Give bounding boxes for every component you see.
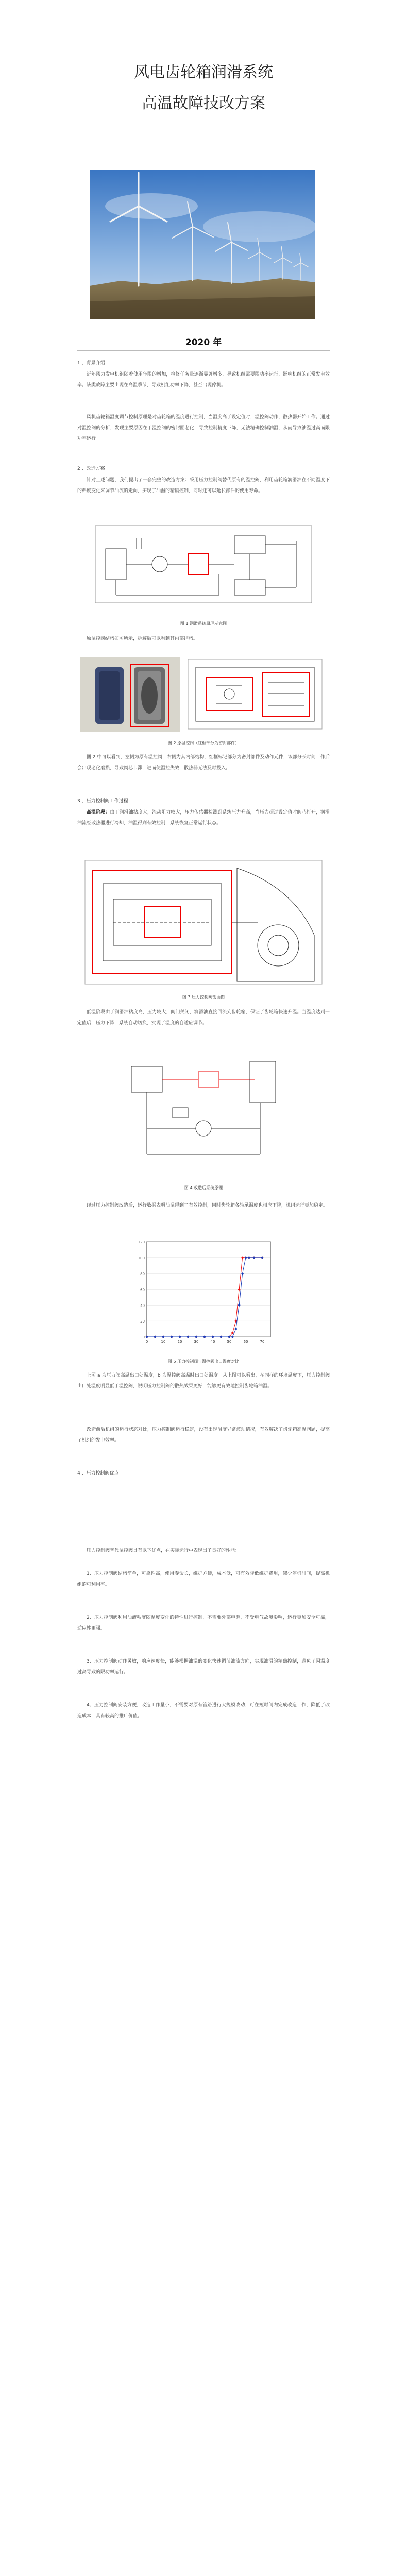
high-temp-label: 高温阶段： xyxy=(87,810,110,815)
thermostat-valve-drawing xyxy=(185,657,325,732)
data-point xyxy=(195,1336,197,1338)
paragraph: 近年风力发电机组随着使用年限的增加，检修任务量逐渐显著增多，导致机组需要限功率运行，影响机组的正常发电效率。该类故障主要出现在高温季节，导致机组功率下降，甚至出现停机。 xyxy=(77,372,330,388)
paragraph xyxy=(77,807,330,829)
modified-system-figure xyxy=(121,1051,289,1177)
x-tick-label: 40 xyxy=(210,1340,215,1344)
x-tick-label: 30 xyxy=(194,1340,199,1344)
x-tick-label: 10 xyxy=(161,1340,166,1344)
y-tick-label: 80 xyxy=(140,1272,145,1276)
paragraph: 4、压力控制阀安装方便，改造工作量小，不需要对原有管路进行大规模改动，可在短时间内完成改造工作，降低了改造成本，具有较高的推广价值。 xyxy=(77,1703,330,1719)
paragraph: 上图 a 为压力阀高温出口处温度，b 为温控阀高温时出口处温度。从上图可以看出，在同样的环境温度下，压力控制阀出口处温度明显低于温控阀，说明压力控制阀的散热效果更好，能够更有效地控制齿轮箱油温。 xyxy=(77,1373,330,1389)
chart-svg xyxy=(126,1234,281,1352)
x-tick-label: 50 xyxy=(227,1340,232,1344)
data-point xyxy=(241,1257,243,1259)
data-point xyxy=(231,1332,233,1334)
page-title-line1: 风电齿轮箱润滑系统 xyxy=(134,63,273,81)
paragraph: 经过压力控制阀改造后，运行数据表明油温得到了有效控制，同时齿轮箱各轴承温度也相应下降，机组运行更加稳定。 xyxy=(87,1203,328,1208)
data-point xyxy=(154,1336,156,1338)
x-tick-label: 70 xyxy=(260,1340,265,1344)
data-point xyxy=(212,1336,214,1338)
figure-caption: 图 1 润滑系统原理示意图 xyxy=(180,621,227,626)
data-point xyxy=(231,1336,233,1338)
paragraph: 图 2 中可以看到，左侧为原有温控阀，右侧为其内部结构，红框标记部分为密封部件及动作元件，该部分长时间工作后会出现老化磨损，导致阀芯卡滞，进而使温控失效，散热器无法及时投入。 xyxy=(77,755,330,771)
series-line xyxy=(147,1258,262,1337)
y-tick-label: 60 xyxy=(140,1287,145,1292)
data-point xyxy=(204,1336,206,1338)
section-heading-4: 4 、压力控制阀优点 xyxy=(77,1471,119,1476)
data-point xyxy=(241,1272,243,1274)
data-point xyxy=(162,1336,164,1338)
data-point xyxy=(171,1336,173,1338)
x-tick-label: 0 xyxy=(145,1340,148,1344)
section-heading-2: 2 、改造方案 xyxy=(77,466,105,471)
data-point xyxy=(179,1336,181,1338)
paragraph-body: 由于润滑油粘度大，流动阻力较大，压力传感器检测到系统压力升高，当压力超过设定值时阀芯打开，润滑油流经散热器进行冷却，油温得到有效控制，系统恢复正常运行状态。 xyxy=(77,810,330,826)
year-heading: 2020 年 xyxy=(185,337,222,348)
divider xyxy=(77,350,330,351)
x-tick-label: 20 xyxy=(177,1340,182,1344)
figure-caption: 图 2 原温控阀（红框部分为密封部件） xyxy=(167,741,240,745)
y-tick-label: 120 xyxy=(138,1240,145,1244)
y-tick-label: 0 xyxy=(142,1335,145,1340)
paragraph: 风机齿轮箱温度调节控制原理是对齿轮箱的温度进行控制，当温度高于设定值时，温控阀动作，散热器开始工作。通过对温控阀的分析，发现主要原因在于温控阀的密封圈老化，导致控制精度下降，无法精确控制油温，从而导致油温过高而限功率运行。 xyxy=(77,415,330,442)
paragraph: 2、压力控制阀利用油液粘度随温度变化的特性进行控制，不需要外部电源，不受电气故障影响，运行更加安全可靠，适应性更强。 xyxy=(77,1615,330,1631)
section-heading-3: 3 、压力控制阀工作过程 xyxy=(77,799,128,804)
paragraph: 1、压力控制阀结构简单，可靠性高，使用寿命长，维护方便，成本低，可有效降低维护费用，减少停机时间，提高机组的可利用率。 xyxy=(77,1571,330,1587)
figure-caption: 图 3 压力控制阀剖面图 xyxy=(182,995,225,999)
data-point xyxy=(248,1257,250,1259)
y-tick-label: 20 xyxy=(140,1319,145,1324)
data-point xyxy=(238,1304,240,1306)
data-point xyxy=(187,1336,189,1338)
paragraph: 改造前后机组的运行状态对比，压力控制阀运行稳定，没有出现温度异常波动情况，有效解决了齿轮箱高温问题，提高了机组的发电效率。 xyxy=(77,1427,330,1443)
section-heading-1: 1 、背景介绍 xyxy=(77,361,105,366)
figure-caption: 图 4 改造后系统原理 xyxy=(184,1185,223,1190)
y-tick-label: 40 xyxy=(140,1303,145,1308)
paragraph: 针对上述问题，我们提出了一套完整的改造方案：采用压力控制阀替代原有的温控阀，利用齿轮箱润滑油在不同温度下的粘度变化来调节油流的走向，实现了油温的精确控制，同时还可以延长部件的使用寿命。 xyxy=(77,478,330,494)
data-point xyxy=(253,1257,255,1259)
y-tick-label: 100 xyxy=(138,1256,145,1260)
page-title-line2: 高温故障技改方案 xyxy=(142,94,265,112)
temperature-comparison-chart xyxy=(126,1234,281,1352)
data-point xyxy=(220,1336,222,1338)
wind-turbine-photo xyxy=(90,170,315,319)
paragraph: 低温阶段由于润滑油粘度高，压力较大，阀门关闭，润滑油直接回流到齿轮箱，保证了齿轮箱快速升温。当温度达到一定值后，压力下降，系统自动切换，实现了温度的自适应调节。 xyxy=(77,1010,330,1026)
figure-caption: 图 5 压力控制阀与温控阀出口温度对比 xyxy=(167,1359,240,1364)
data-point xyxy=(261,1257,263,1259)
series-line xyxy=(147,1258,262,1337)
data-point xyxy=(238,1288,240,1290)
paragraph: 3、压力控制阀动作灵敏，响应速度快，能够根据油温的变化快速调节油流方向，实现油温的精确控制，避免了因温度过高导致的限功率运行。 xyxy=(77,1659,330,1675)
data-point xyxy=(235,1328,237,1330)
data-point xyxy=(245,1257,247,1259)
data-point xyxy=(228,1336,230,1338)
thermostat-valve-photo xyxy=(80,657,180,732)
pressure-valve-section-figure xyxy=(82,858,325,987)
data-point xyxy=(146,1336,148,1338)
paragraph: 压力控制阀替代温控阀具有以下优点，在实际运行中表现出了良好的性能： xyxy=(87,1548,240,1553)
lubrication-schematic-figure xyxy=(90,518,317,611)
paragraph: 原温控阀结构如图所示，拆解后可以看到其内部结构。 xyxy=(87,636,198,641)
x-tick-label: 60 xyxy=(243,1340,248,1344)
